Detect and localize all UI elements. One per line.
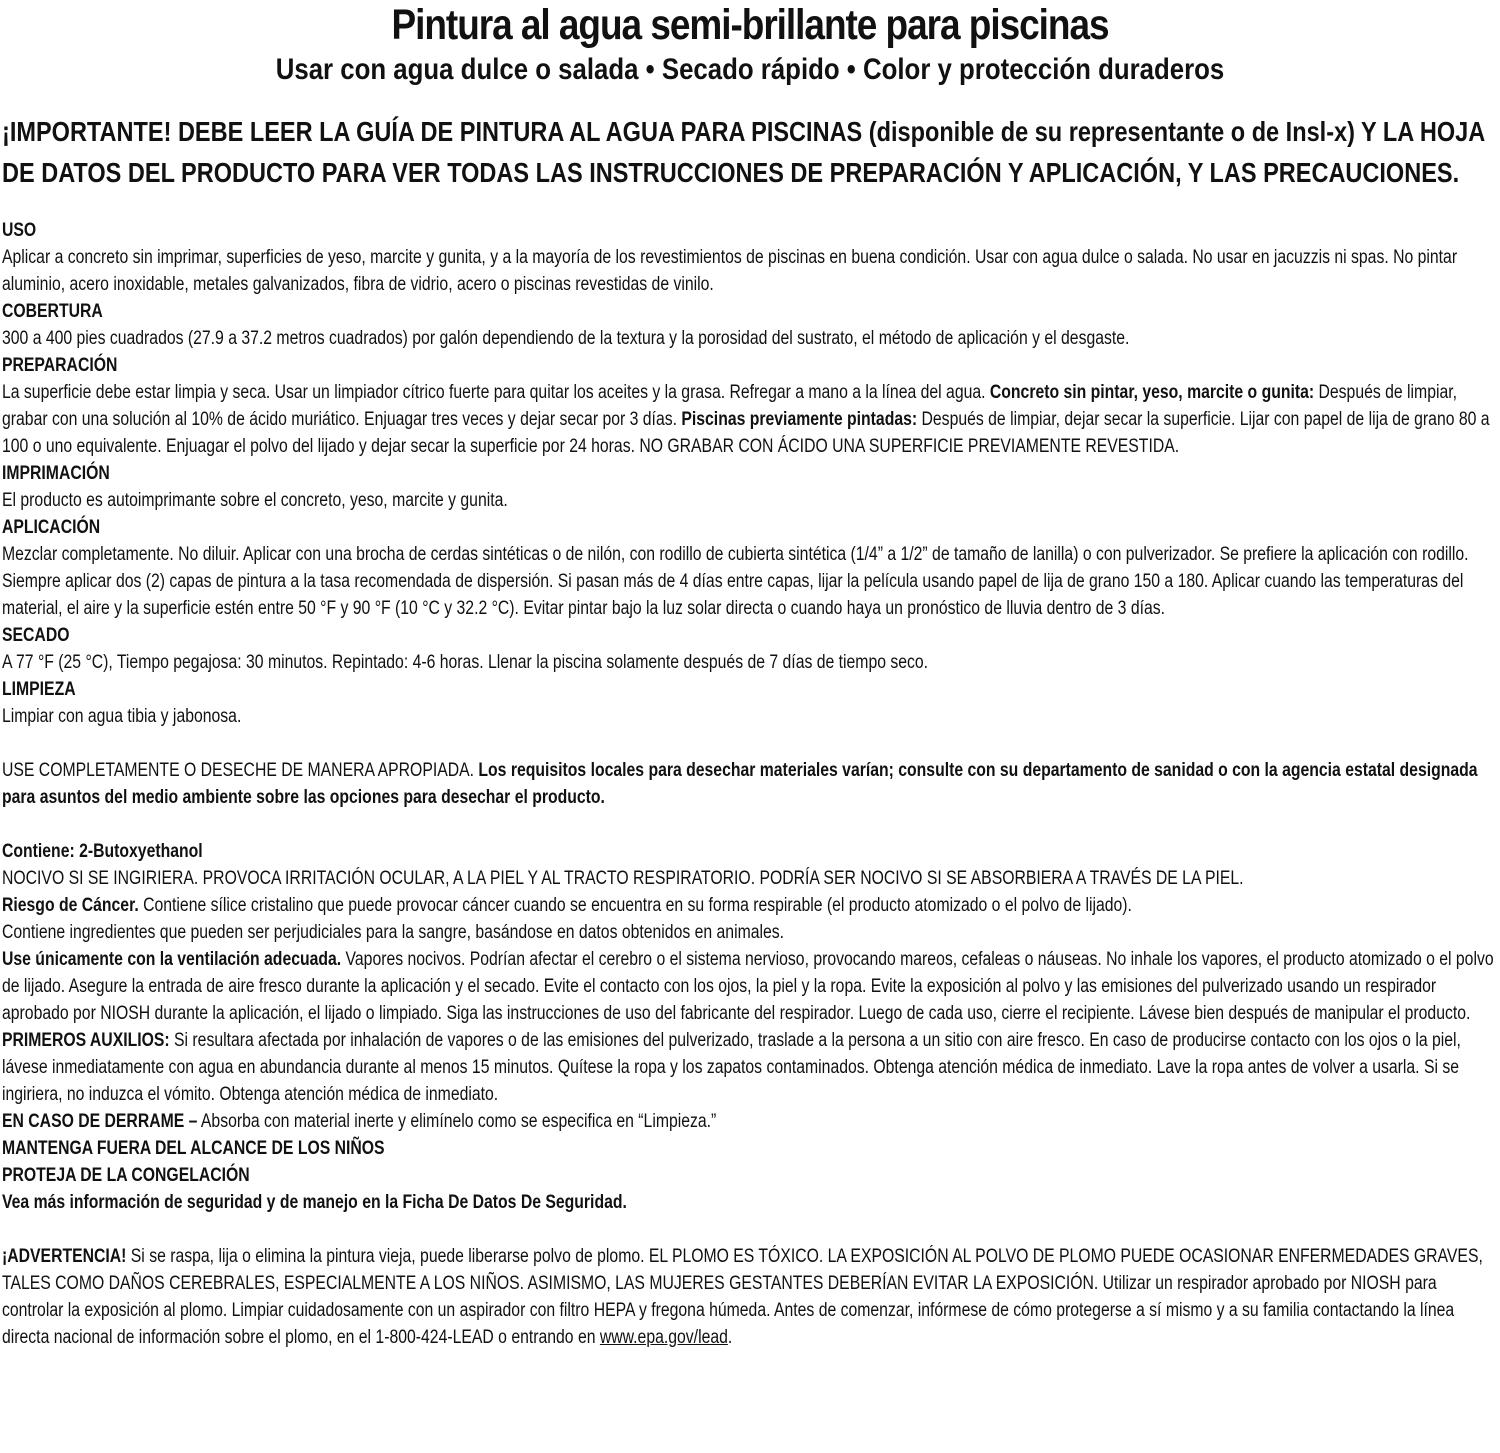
section-text-preparacion	[2, 379, 1498, 460]
spacer	[2, 193, 1498, 217]
preparacion-text-1: La superficie debe estar limpia y seca. Usar un limpiador cítrico fuerte para quitar los aceites y la grasa. Refregar a mano a la línea del agua.	[2, 382, 990, 403]
section-text-aplicacion: Mezclar completamente. No diluir. Aplicar con una brocha de cerdas sintéticas o de nilón, con rodillo de cubierta sintética (1/4” a 1/2” de tamaño de lanilla) o con pulverizador. Se prefiere la aplicación con rodillo. Siempre aplicar dos (2) capas de pintura a la tasa recomendada de dispersión. Si pasan más de 4 días entre capas, lijar la película usando papel de lija de grano 150 a 180. Aplicar cuando las temperaturas del material, el aire y la superficie estén entre 50 °F y 90 °F (10 °C y 32.2 °C). Evitar pintar bajo la luz solar directa o cuando haya un pronóstico de lluvia dentro de 3 días.	[2, 544, 1469, 619]
more-info-line: Vea más información de seguridad y de manejo en la Ficha De Datos De Seguridad.	[2, 1192, 627, 1213]
lead-warning-paragraph	[2, 1243, 1498, 1351]
blood-line: Contiene ingredientes que pueden ser perjudiciales para la sangre, basándose en datos obtenidos en animales.	[2, 922, 785, 943]
spacer	[2, 730, 1498, 757]
section-heading-imprimacion: IMPRIMACIÓN	[2, 463, 110, 484]
ventilation-text: Vapores nocivos. Podrían afectar el cerebro o el sistema nervioso, provocando mareos, cefaleas o náuseas. No inhale los vapores, el producto atomizado o el polvo de lijado. Asegure la entrada de aire fresco durante la aplicación y el secado. Evite el contacto con los ojos, la piel y la ropa. Evite la exposición al polvo y las emisiones del pulverizado usando un respirador aprobado por NIOSH durante la aplicación, el lijado o limpiado. Siga las instrucciones de uso del fabricante del respirador. Luego de cada uso, cierre el recipiente. Lávese bien después de manipular el producto.	[2, 949, 1494, 1024]
section-heading-aplicacion: APLICACIÓN	[2, 517, 101, 538]
section-heading-uso: USO	[2, 220, 37, 241]
preparacion-bold-1: Concreto sin pintar, yeso, marcite o gunita:	[989, 382, 1315, 403]
spill-bold: EN CASO DE DERRAME –	[2, 1111, 198, 1132]
children-warning: MANTENGA FUERA DEL ALCANCE DE LOS NIÑOS	[2, 1138, 385, 1159]
contains-line: Contiene: 2-Butoxyethanol	[2, 841, 203, 862]
cancer-bold: Riesgo de Cáncer.	[2, 895, 139, 916]
preparacion-text-2: Después de limpiar, grabar con una solución al 10% de ácido muriático. Enjuagar tres veces y dejar secar por 3 días.	[2, 382, 1458, 430]
spacer	[2, 811, 1498, 838]
cancer-text: Contiene sílice cristalino que puede provocar cáncer cuando se encuentra en su forma respirable (el producto atomizado o el polvo de lijado).	[138, 895, 1132, 916]
freeze-warning: PROTEJA DE LA CONGELACIÓN	[2, 1165, 250, 1186]
section-heading-limpieza: LIMPIEZA	[2, 679, 76, 700]
page-subtitle: Usar con agua dulce o salada • Secado rápido • Color y protección duraderos	[275, 53, 1225, 86]
section-text-limpieza: Limpiar con agua tibia y jabonosa.	[2, 706, 242, 727]
disposal-bold: Los requisitos locales para desechar materiales varían; consulte con su departamento de sanidad o con la agencia estatal designada para asuntos del medio ambiente sobre las opciones para desechar el producto.	[2, 760, 1478, 808]
lead-warning-bold: ¡ADVERTENCIA!	[2, 1246, 127, 1267]
preparacion-bold-2: Piscinas previamente pintadas:	[681, 409, 918, 430]
section-heading-secado: SECADO	[2, 625, 70, 646]
lead-warning-text: Si se raspa, lija o elimina la pintura vieja, puede liberarse polvo de plomo. EL PLOMO ES TÓXICO. LA EXPOSICIÓN AL POLVO DE PLOMO PUEDE OCASIONAR ENFERMEDADES GRAVES, TALES COMO DAÑOS CEREBRALES, ESPECIALMENTE A LOS NIÑOS. ASIMISMO, LAS MUJERES GESTANTES DEBERÍAN EVITAR LA EXPOSICIÓN. Utilizar un respirador aprobado por NIOSH para controlar la exposición al plomo. Limpiar cuidadosamente con un aspirador con filtro HEPA y fregona húmeda. Antes de comenzar, infórmese de cómo protegerse a sí mismo y a su familia contactando la línea directa nacional de información sobre el plomo, en el 1-800-424-LEAD o entrando en	[2, 1246, 1483, 1348]
disposal-notice	[2, 757, 1498, 811]
epa-lead-link[interactable]: www.epa.gov/lead	[599, 1327, 728, 1348]
first-aid-bold: PRIMEROS AUXILIOS:	[2, 1030, 170, 1051]
first-aid-text: Si resultara afectada por inhalación de vapores o de las emisiones del pulverizado, traslade a la persona a un sitio con aire fresco. En caso de producirse contacto con los ojos o la piel, lávese inmediatamente con agua en abundancia durante al menos 15 minutos. Quítese la ropa y los zapatos contaminados. Obtenga atención médica de inmediato. Lave la ropa antes de volver a usarla. Si se ingiriera, no induzca el vómito. Obtenga atención médica de inmediato.	[2, 1030, 1461, 1105]
section-text-imprimacion: El producto es autoimprimante sobre el concreto, yeso, marcite y gunita.	[2, 490, 508, 511]
important-notice: ¡IMPORTANTE! DEBE LEER LA GUÍA DE PINTURA AL AGUA PARA PISCINAS (disponible de su representante o de Insl-x) Y LA HOJA DE DATOS DEL PRODUCTO PARA VER TODAS LAS INSTRUCCIONES DE PREPARACIÓN Y APLICACIÓN, Y LAS PRECAUCIONES.	[2, 116, 1485, 188]
section-text-cobertura: 300 a 400 pies cuadrados (27.9 a 37.2 metros cuadrados) por galón dependiendo de la textura y la porosidad del sustrato, el método de aplicación y el desgaste.	[2, 328, 1130, 349]
spill-line	[2, 1108, 1498, 1135]
preparacion-text-3: Después de limpiar, dejar secar la superficie. Lijar con papel de lija de grano 80 a 100 o uno equivalente. Enjuagar el polvo del lijado y dejar secar la superficie por 24 horas. NO GRABAR CON ÁCIDO UNA SUPERFICIE PREVIAMENTE REVESTIDA.	[2, 409, 1490, 457]
spill-text: Absorba con material inerte y elimínelo como se especifica en “Limpieza.”	[197, 1111, 717, 1132]
disposal-text: USE COMPLETAMENTE O DESECHE DE MANERA APROPIADA.	[2, 760, 479, 781]
section-text-secado: A 77 °F (25 °C), Tiempo pegajosa: 30 minutos. Repintado: 4-6 horas. Llenar la piscina solamente después de 7 días de tiempo seco.	[2, 652, 929, 673]
spacer	[2, 1216, 1498, 1243]
harmful-line: NOCIVO SI SE INGIRIERA. PROVOCA IRRITACIÓN OCULAR, A LA PIEL Y AL TRACTO RESPIRATORIO. PODRÍA SER NOCIVO SI SE ABSORBIERA A TRAVÉS DE LA PIEL.	[2, 868, 1244, 889]
ventilation-paragraph	[2, 946, 1498, 1027]
lead-warning-end: .	[727, 1327, 733, 1348]
section-heading-cobertura: COBERTURA	[2, 301, 103, 322]
cancer-line	[2, 892, 1498, 919]
section-heading-preparacion: PREPARACIÓN	[2, 355, 118, 376]
section-text-uso: Aplicar a concreto sin imprimar, superficies de yeso, marcite y gunita, y a la mayoría de los revestimientos de piscinas en buena condición. Usar con agua dulce o salada. No usar en jacuzzis ni spas. No pintar aluminio, acero inoxidable, metales galvanizados, fibra de vidrio, acero o piscinas revestidas de vinilo.	[2, 247, 1458, 295]
instructions-body	[2, 193, 1498, 1351]
ventilation-bold: Use únicamente con la ventilación adecuada.	[2, 949, 342, 970]
first-aid-paragraph	[2, 1027, 1498, 1108]
page-title: Pintura al agua semi-brillante para piscinas	[391, 1, 1109, 49]
